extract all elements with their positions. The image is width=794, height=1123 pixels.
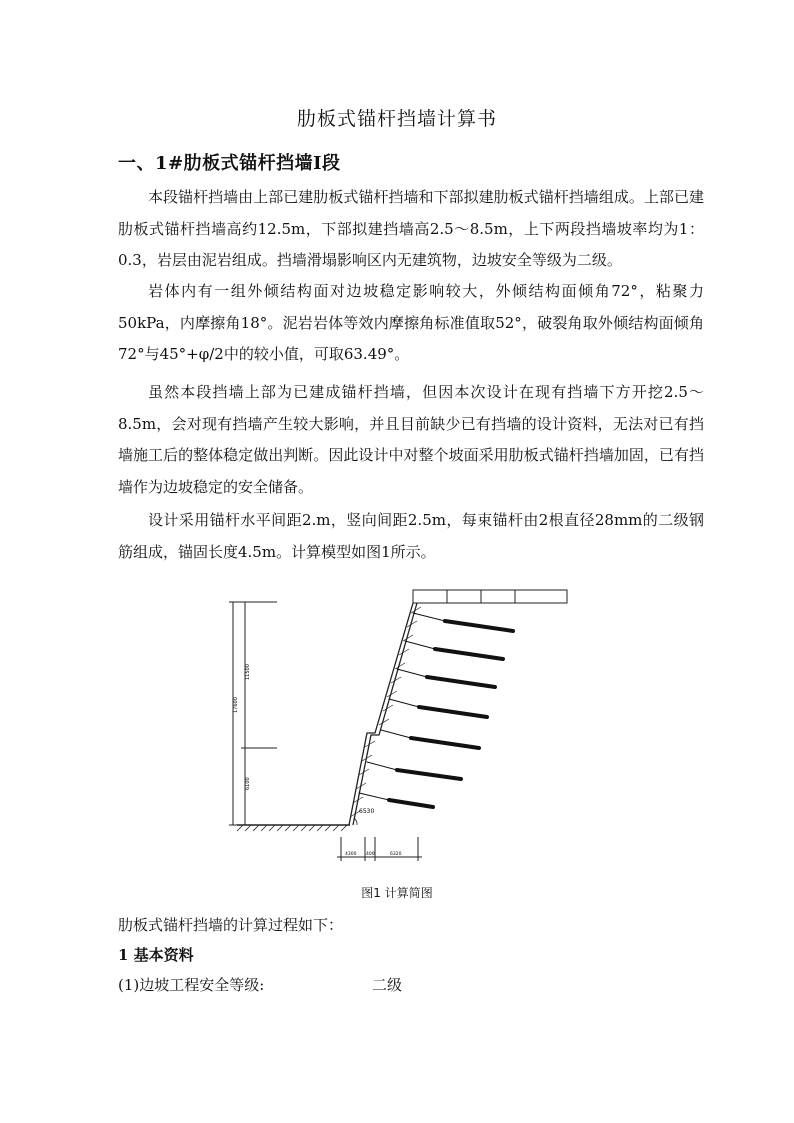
bottom-dimension xyxy=(337,837,422,861)
section-heading: 一、1#肋板式锚杆挡墙Ⅰ段 xyxy=(118,153,341,174)
wall-face xyxy=(349,603,417,825)
item-value: 二级 xyxy=(372,976,403,994)
ground-hatching xyxy=(237,825,347,831)
calculation-diagram xyxy=(225,585,585,870)
item-row xyxy=(118,974,518,995)
dim-bottom-2: 400 xyxy=(366,852,375,857)
diagram-svg xyxy=(225,585,585,870)
dim-bottom-1: 4300 xyxy=(345,852,357,857)
top-slab-dividers xyxy=(447,590,515,603)
document-title: 肋板式锚杆挡墙计算书 xyxy=(296,108,497,130)
paragraph-2: 岩体内有一组外倾结构面对边坡稳定影响较大，外倾结构面倾角72°，粘聚力50kPa，内摩擦角18°。泥岩岩体等效内摩擦角标准值取52°，破裂角取外倾结构面倾角72°与45°+φ/2中的较小值，可取63.49°。 xyxy=(118,282,704,363)
subsection-heading: 1 基本资料 xyxy=(118,946,194,964)
paragraph-4: 设计采用锚杆水平间距2.m，竖向间距2.5m，每束锚杆由2根直径28mm的二级钢筋组成，锚固长度4.5m。计算模型如图1所示。 xyxy=(118,511,704,561)
process-intro: 肋板式锚杆挡墙的计算过程如下： xyxy=(118,916,344,934)
dim-bottom-3: 6320 xyxy=(390,852,402,857)
paragraph-3: 虽然本段挡墙上部为已建成锚杆挡墙，但因本次设计在现有挡墙下方开挖2.5～8.5m，会对现有挡墙产生较大影响，并且目前缺少已有挡墙的设计资料，无法对已有挡墙施工后的整体稳定做出判断。因此设计中对整个坡面采用肋板式锚杆挡墙加固，已有挡墙作为边坡稳定的安全储备。 xyxy=(118,383,704,496)
paragraph-1: 本段锚杆挡墙由上部已建肋板式锚杆挡墙和下部拟建肋板式锚杆挡墙组成。上部已建肋板式锚杆挡墙高约12.5m，下部拟建挡墙高2.5～8.5m，上下两段挡墙坡率均为1：0.3，岩层由泥岩组成。挡墙滑塌影响区内无建筑物，边坡安全等级为二级。 xyxy=(118,188,704,269)
dim-total-label: 17600 xyxy=(233,697,239,713)
dim-upper-label: 11500 xyxy=(245,664,251,680)
item-label: (1)边坡工程安全等级: xyxy=(118,976,265,994)
figure-caption: 图1 计算简图 xyxy=(361,886,433,900)
dim-lower-label: 6100 xyxy=(245,777,251,790)
angle-label: 6530 xyxy=(359,808,375,815)
top-slab xyxy=(413,590,567,603)
